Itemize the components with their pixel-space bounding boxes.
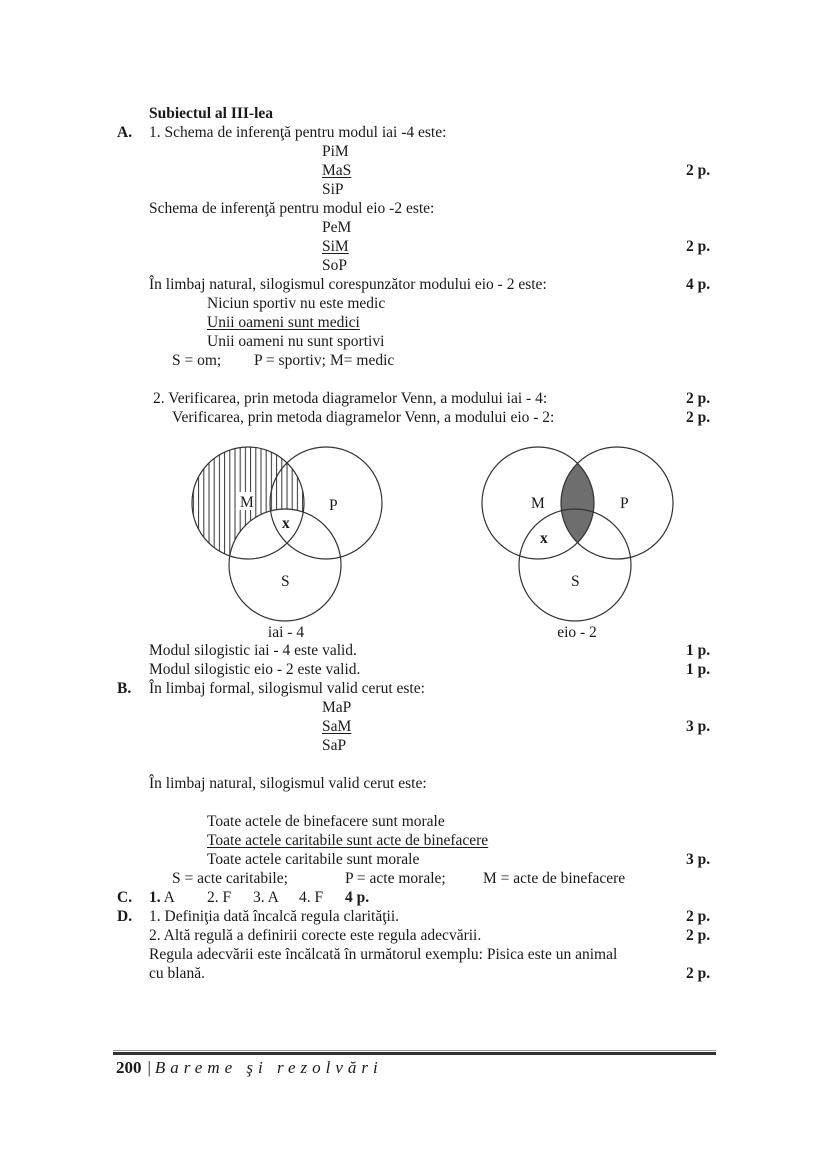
natural-b-line-1: Toate actele de binefacere sunt morale — [207, 813, 445, 830]
venn1-label-p: P — [329, 497, 338, 514]
natural-intro-a: În limbaj natural, silogismul corespunzător modului eio - 2 este: — [149, 276, 547, 293]
d-line-4: cu blană. — [149, 965, 205, 982]
answer-4-num: 4. — [299, 889, 311, 906]
footer-rule-thin — [113, 1050, 716, 1051]
iai4-intro: 1. Schema de inferenţă pentru modul iai -4 este: — [149, 124, 447, 141]
eio2-points: 2 p. — [686, 238, 711, 255]
d-line-2: 2. Altă regulă a definirii corecte este regula adecvării. — [149, 927, 482, 944]
page-footer — [116, 1058, 383, 1078]
venn-check-eio2: Verificarea, prin metoda diagramelor Venn, a modului eio - 2: — [172, 409, 555, 426]
eio2-premise-major: PeM — [322, 219, 352, 236]
answer-1-val: A — [163, 889, 175, 906]
iai4-premise-minor: MaS — [322, 162, 352, 179]
venn1-label-s: S — [281, 573, 290, 590]
venn2-label-s: S — [571, 573, 580, 590]
b-premise-major: MaP — [322, 699, 352, 716]
answer-3 — [253, 888, 279, 907]
venn2-existence-mark: x — [540, 530, 548, 547]
answer-3-num: 3. — [253, 889, 265, 906]
b-schema-points: 3 p. — [686, 718, 711, 735]
formal-intro-b: În limbaj formal, silogismul valid cerut este: — [149, 680, 425, 697]
venn-check-iai4: 2. Verificarea, prin metoda diagramelor Venn, a modului iai - 4: — [153, 390, 548, 407]
natural-b-points: 3 p. — [686, 851, 711, 868]
venn-check-iai4-points: 2 p. — [686, 390, 711, 407]
d-line-3: Regula adecvării este încălcată în următorul exemplu: Pisica este un animal — [149, 946, 618, 963]
natural-a-line-1: Niciun sportiv nu este medic — [207, 295, 386, 312]
answer-1 — [149, 888, 175, 907]
iai4-premise-major: PiM — [322, 143, 349, 160]
natural-b-line-3: Toate actele caritabile sunt morale — [207, 851, 420, 868]
term-p-b: P = acte morale; — [345, 870, 446, 887]
valid-iai4: Modul silogistic iai - 4 este valid. — [149, 642, 357, 659]
b-conclusion: SaP — [322, 737, 347, 754]
iai4-conclusion: SiP — [322, 181, 344, 198]
natural-a-line-3: Unii oameni nu sunt sportivi — [207, 333, 385, 350]
eio2-conclusion: SoP — [322, 257, 347, 274]
d-line-4-points: 2 p. — [686, 965, 711, 982]
valid-eio2: Modul silogistic eio - 2 este valid. — [149, 661, 361, 678]
answer-2 — [207, 888, 231, 907]
d-line-1: 1. Definiţia dată încalcă regula clarităţii. — [149, 908, 400, 925]
eio2-premise-minor: SiM — [322, 238, 349, 255]
venn2-label-m: M — [531, 495, 545, 512]
section-b-label: B. — [117, 680, 132, 697]
answer-2-num: 2. — [207, 889, 219, 906]
footer-rule — [113, 1052, 716, 1055]
natural-a-points: 4 p. — [686, 276, 711, 293]
answer-4 — [299, 888, 323, 907]
venn1-label-m: M — [240, 494, 254, 511]
term-p-a: P = sportiv; — [254, 352, 326, 369]
venn-diagram-eio2 — [475, 440, 685, 625]
term-s-b: S = acte caritabile; — [172, 870, 288, 887]
section-d-label: D. — [117, 908, 133, 925]
venn1-caption: iai - 4 — [267, 624, 305, 641]
b-premise-minor: SaM — [322, 718, 352, 735]
eio2-intro: Schema de inferenţă pentru modul eio -2 este: — [149, 200, 435, 217]
natural-a-line-2: Unii oameni sunt medici — [207, 314, 360, 331]
answer-1-num: 1. — [149, 889, 161, 906]
natural-intro-b: În limbaj natural, silogismul valid cerut este: — [149, 775, 427, 792]
iai4-points: 2 p. — [686, 162, 711, 179]
section-c-label: C. — [117, 889, 133, 906]
d-line-1-points: 2 p. — [686, 908, 711, 925]
term-s-a: S = om; — [172, 352, 222, 369]
section-a-label: A. — [117, 124, 133, 141]
term-m-b: M = acte de binefacere — [483, 870, 626, 887]
venn-check-eio2-points: 2 p. — [686, 409, 711, 426]
valid-iai4-points: 1 p. — [686, 642, 711, 659]
answer-3-val: A — [267, 889, 279, 906]
footer-separator: | — [147, 1058, 151, 1077]
venn1-existence-mark: x — [282, 515, 290, 532]
d-line-2-points: 2 p. — [686, 927, 711, 944]
valid-eio2-points: 1 p. — [686, 661, 711, 678]
natural-b-line-2: Toate actele caritabile sunt acte de binefacere — [207, 832, 489, 849]
answer-4-val: F — [314, 889, 324, 906]
section-c-points: 4 p. — [345, 889, 370, 906]
answer-2-val: F — [222, 889, 232, 906]
page-heading: Subiectul al III-lea — [149, 105, 274, 122]
venn2-label-p: P — [620, 495, 629, 512]
footer-title: Bareme şi rezolvări — [154, 1058, 383, 1077]
term-m-a: M= medic — [330, 352, 395, 369]
page-number: 200 — [116, 1058, 142, 1077]
venn2-caption: eio - 2 — [557, 624, 597, 641]
